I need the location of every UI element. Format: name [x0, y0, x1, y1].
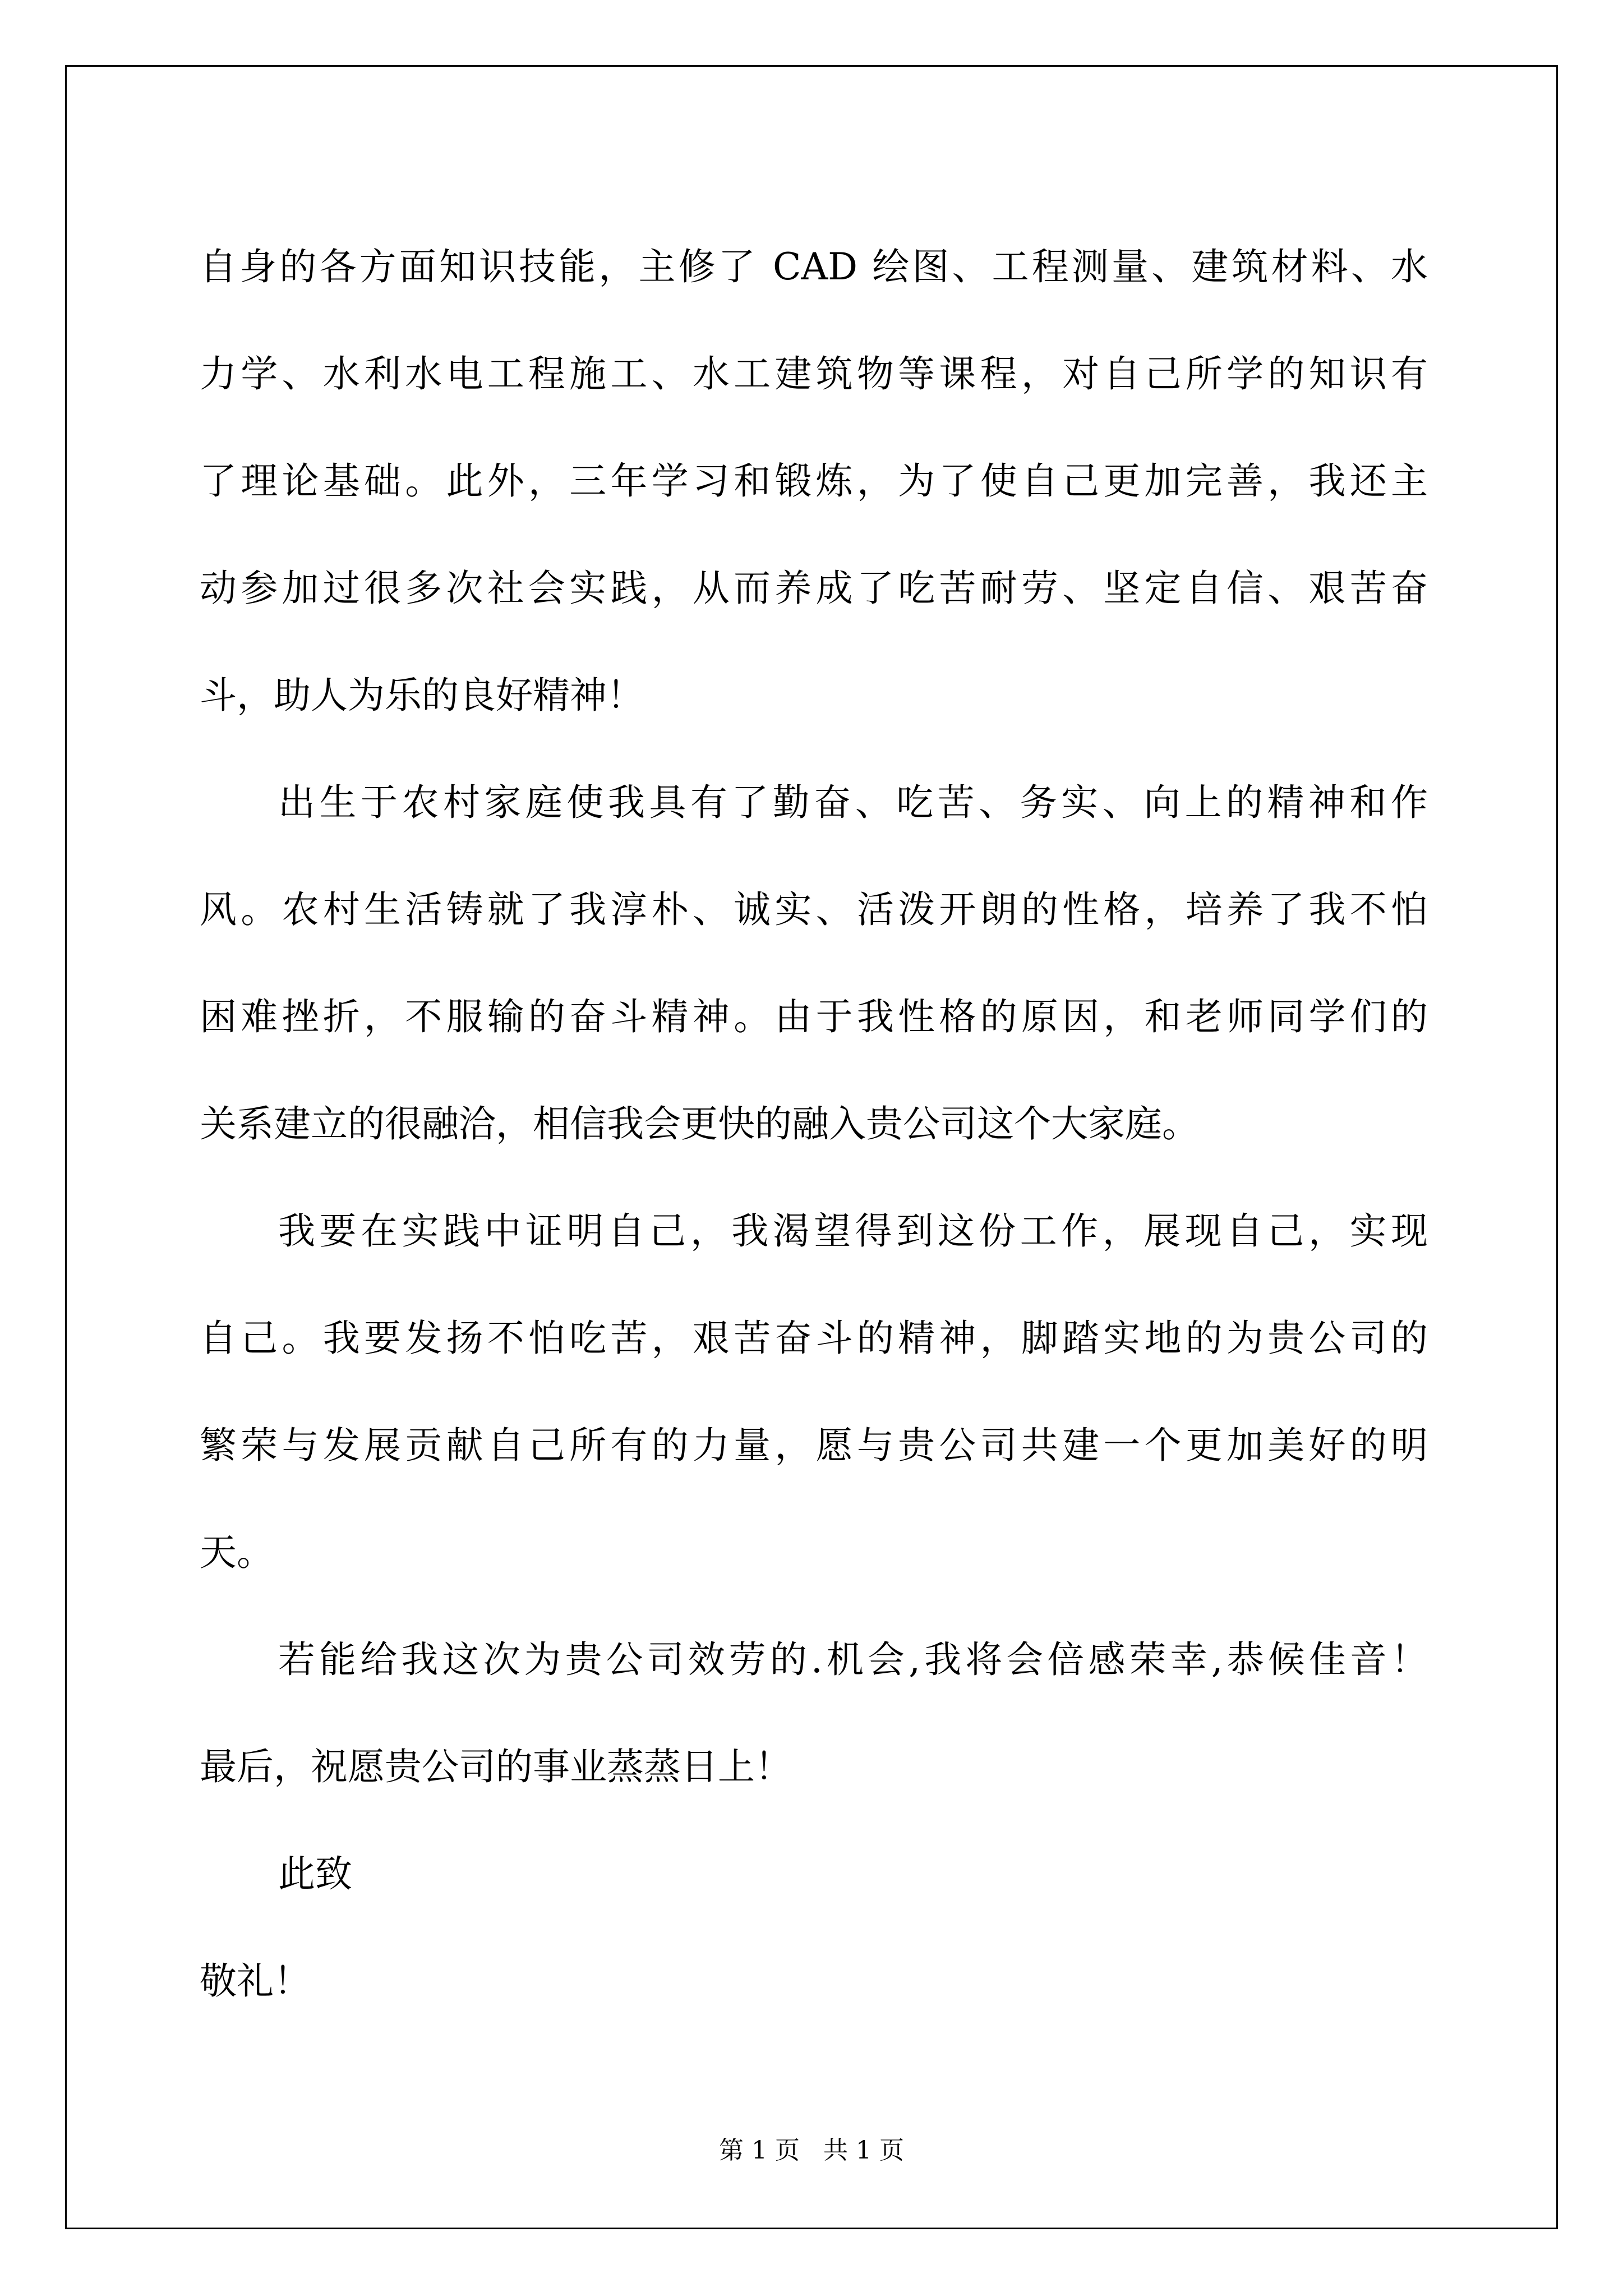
- salutation: 敬礼！: [200, 1959, 311, 2003]
- paragraph-4: [200, 1606, 1428, 1820]
- text-line: 力学、水利水电工程施工、水工建筑物等课程，对自己所学的知识有: [200, 352, 1428, 395]
- text-line: 了理论基础。此外，三年学习和锻炼，为了使自己更加完善，我还主: [200, 459, 1428, 503]
- text-line: 我要在实践中证明自己，我渴望得到这份工作，展现自己，实现: [278, 1209, 1428, 1253]
- text-line: 关系建立的很融洽，相信我会更快的融入贵公司这个大家庭。: [200, 1102, 1199, 1145]
- text-line: 最后，祝愿贵公司的事业蒸蒸日上！: [200, 1745, 792, 1788]
- text-line: 天。: [200, 1531, 274, 1574]
- page-number-footer: 第 1 页 共 1 页: [719, 2136, 904, 2165]
- text-line: 自己。我要发扬不怕吃苦，艰苦奋斗的精神，脚踏实地的为贵公司的: [200, 1317, 1428, 1360]
- closing: 此致: [278, 1852, 352, 1895]
- paragraph-2: [200, 749, 1428, 1177]
- text-line: 出生于农村家庭使我具有了勤奋、吃苦、务实、向上的精神和作: [278, 781, 1428, 824]
- paragraph-3: [200, 1177, 1428, 1606]
- paragraph-1: [200, 213, 1428, 749]
- text-line: 困难挫折，不服输的奋斗精神。由于我性格的原因，和老师同学们的: [200, 995, 1428, 1038]
- text-line: 斗，助人为乐的良好精神！: [200, 674, 644, 717]
- text-line: 自身的各方面知识技能，主修了 CAD 绘图、工程测量、建筑材料、水: [200, 245, 1428, 288]
- text-line: 若能给我这次为贵公司效劳的.机会,我将会倍感荣幸,恭候佳音！: [278, 1638, 1428, 1681]
- text-line: 风。农村生活铸就了我淳朴、诚实、活泼开朗的性格，培养了我不怕: [200, 888, 1428, 931]
- text-line: 繁荣与发展贡献自己所有的力量，愿与贵公司共建一个更加美好的明: [200, 1424, 1428, 1467]
- text-line: 动参加过很多次社会实践，从而养成了吃苦耐劳、坚定自信、艰苦奋: [200, 567, 1428, 610]
- letter-body: [200, 213, 1428, 2035]
